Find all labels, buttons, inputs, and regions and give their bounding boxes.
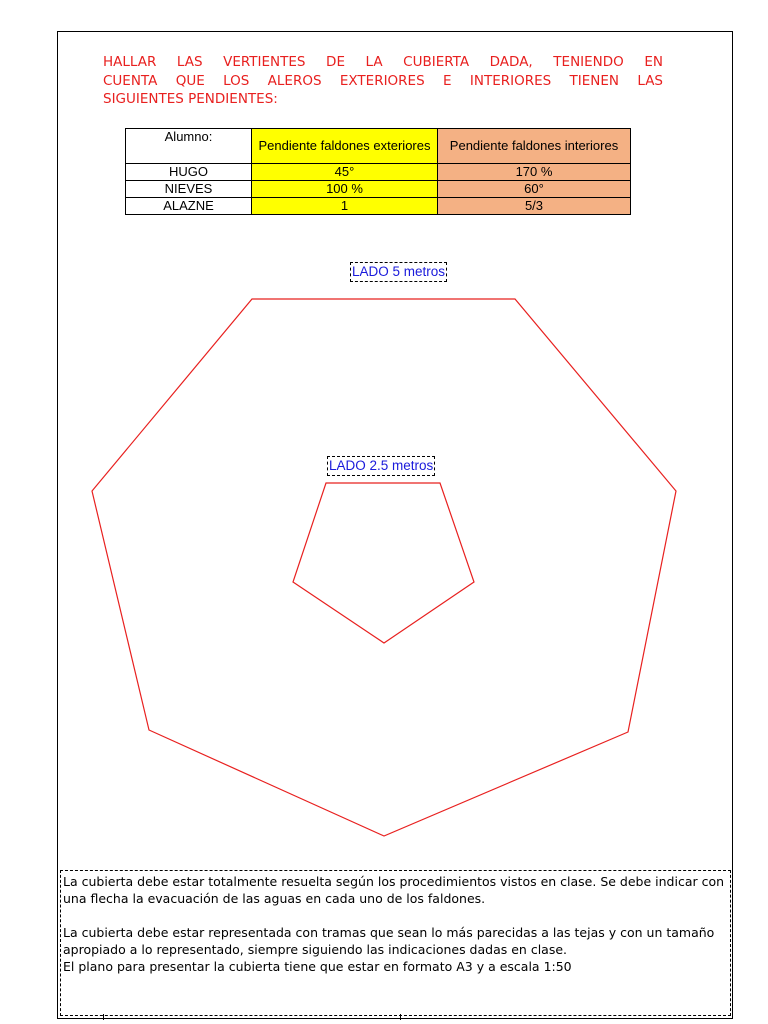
instruction-paragraph-2: La cubierta debe estar representada con tramas que sean lo más parecidas a las tejas y con un tamaño apropiado a lo representado, siempre siguiendo las indicaciones dadas en clase. [63, 925, 715, 957]
heading-line-3: SIGUIENTES PENDIENTES: [103, 91, 278, 107]
frame-tick-mark [400, 1014, 401, 1020]
heading-line-1: HALLAR LAS VERTIENTES DE LA CUBIERTA DADA, TENIENDO EN [103, 54, 663, 70]
paragraph-gap [63, 907, 730, 924]
outer-heptagon [92, 299, 676, 836]
heading-line-2: CUENTA QUE LOS ALEROS EXTERIORES E INTERIORES TIENEN LAS [103, 72, 663, 89]
inner-pentagon [293, 483, 474, 643]
header-interiores: Pendiente faldones interiores [438, 129, 631, 164]
cell-name: HUGO [126, 164, 252, 181]
cell-interiores: 60° [438, 181, 631, 198]
cell-exteriores: 45° [252, 164, 438, 181]
instructions-box [60, 870, 731, 1016]
cell-exteriores: 100 % [252, 181, 438, 198]
header-exteriores: Pendiente faldones exteriores [252, 129, 438, 164]
cell-interiores: 170 % [438, 164, 631, 181]
outer-side-label: LADO 5 metros [350, 262, 447, 282]
inner-side-label: LADO 2.5 metros [327, 456, 435, 476]
cell-name: ALAZNE [126, 198, 252, 215]
cell-name: NIEVES [126, 181, 252, 198]
header-alumno: Alumno: [126, 129, 252, 164]
frame-tick-mark [103, 1014, 104, 1020]
cell-interiores: 5/3 [438, 198, 631, 215]
instruction-paragraph-1: La cubierta debe estar totalmente resuelta según los procedimientos vistos en clase. Se debe indicar con una flecha la evacuación de las aguas en cada uno de los faldones. [63, 874, 725, 906]
cell-exteriores: 1 [252, 198, 438, 215]
instruction-paragraph-3: El plano para presentar la cubierta tiene que estar en formato A3 y a escala 1:50 [63, 959, 572, 974]
